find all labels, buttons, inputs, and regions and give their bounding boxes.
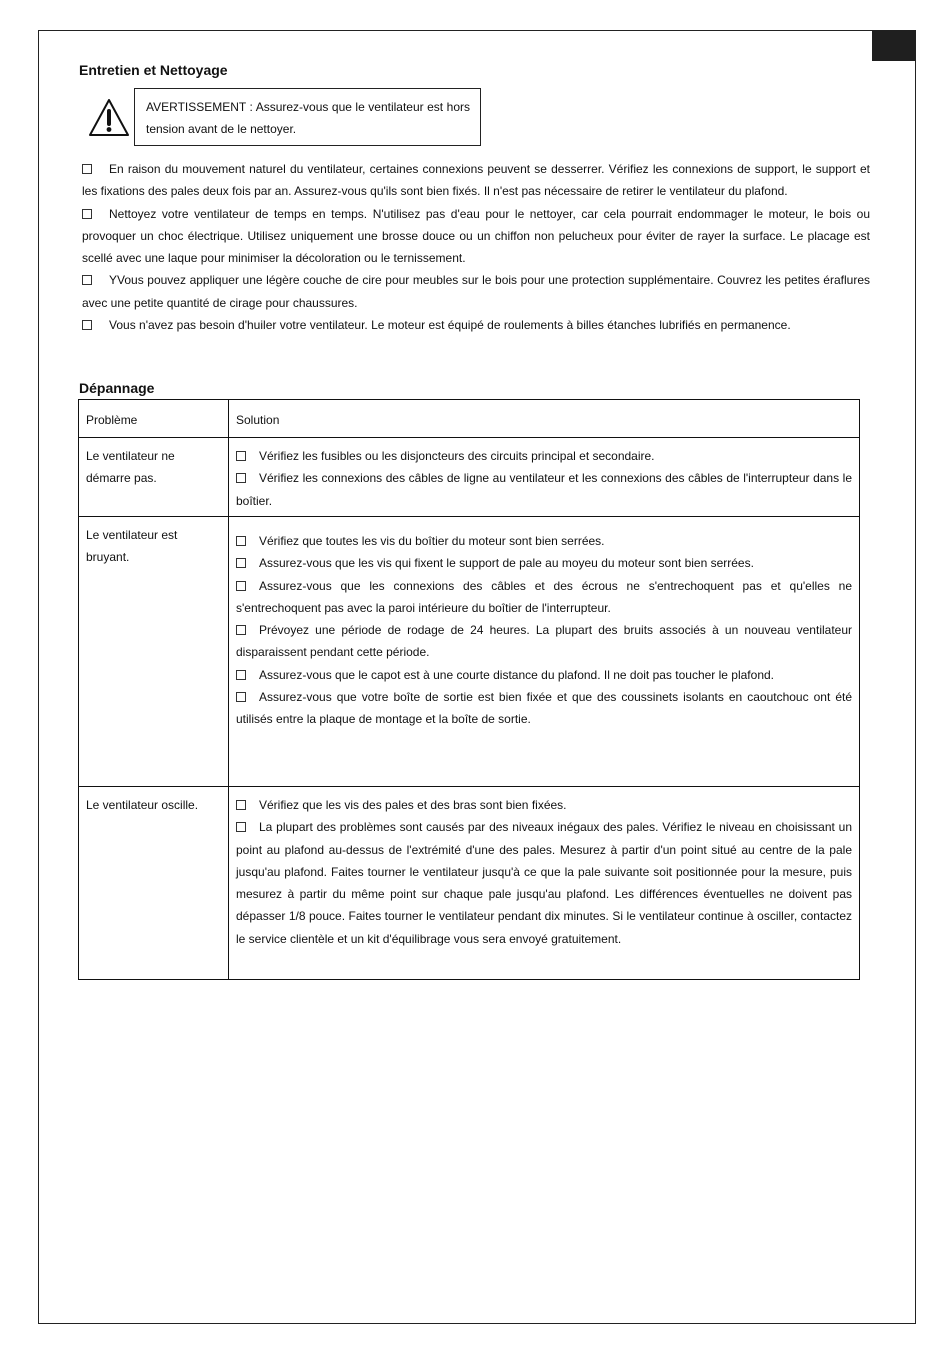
solution-item (236, 816, 852, 950)
solution-text: Assurez-vous que les vis qui fixent le support de pale au moyeu du moteur sont bien serrées. (259, 556, 754, 571)
solution-cell (229, 517, 860, 787)
list-item (82, 203, 870, 270)
list-item-text: YVous pouvez appliquer une légère couche de cire pour meubles sur le bois pour une protection supplémentaire. Couvrez les petites éraflures avec une petite quantité de cirage pour chaussures. (82, 273, 870, 310)
checkbox-icon (236, 473, 246, 483)
solution-item (236, 467, 852, 512)
list-item-text: Nettoyez votre ventilateur de temps en temps. N'utilisez pas d'eau pour le nettoyer, car cela pourrait endommager le moteur, le bois ou provoquer un choc électrique. Utilisez uniquement une brosse douce ou un chiffon non pelucheux pour éviter de rayer la surface. Le placage est scellé avec une laque pour minimiser la décoloration ou le ternissement. (82, 206, 870, 266)
checkbox-icon (82, 209, 92, 219)
troubleshooting-title: Dépannage (79, 380, 155, 396)
list-item-text: En raison du mouvement naturel du ventilateur, certaines connexions peuvent se desserrer. Vérifiez les connexions de support, le support et les fixations des pales deux fois par an. Assurez-vous qu'ils sont bien fixés. Il n'est pas nécessaire de retirer le ventilateur du plafond. (82, 162, 870, 199)
solution-item (236, 552, 852, 574)
solution-item (236, 619, 852, 664)
checkbox-icon (236, 581, 246, 591)
solution-text: Vérifiez que les vis des pales et des bras sont bien fixées. (259, 798, 567, 812)
problem-cell: Le ventilateur ne démarre pas. (79, 438, 229, 517)
checkbox-icon (236, 558, 246, 568)
maintenance-list (82, 158, 870, 336)
checkbox-icon (82, 320, 92, 330)
problem-cell: Le ventilateur oscille. (79, 787, 229, 980)
list-item (82, 158, 870, 203)
solution-text: Assurez-vous que le capot est à une courte distance du plafond. Il ne doit pas toucher le plafond. (259, 667, 774, 682)
maintenance-title: Entretien et Nettoyage (79, 62, 228, 78)
checkbox-icon (236, 692, 246, 702)
solution-item (236, 686, 852, 731)
checkbox-icon (236, 822, 246, 832)
header-solution: Solution (229, 400, 860, 438)
list-item (82, 314, 870, 336)
checkbox-icon (236, 670, 246, 680)
table-row (79, 787, 860, 980)
checkbox-icon (82, 275, 92, 285)
warning-box: AVERTISSEMENT : Assurez-vous que le ventilateur est hors tension avant de le nettoyer. (134, 88, 481, 146)
solution-item (236, 445, 852, 467)
list-item-text: Vous n'avez pas besoin d'huiler votre ventilateur. Le moteur est équipé de roulements à billes étanches lubrifiés en permanence. (109, 318, 791, 333)
solution-text: Assurez-vous que votre boîte de sortie est bien fixée et que des coussinets isolants en caoutchouc ont été utilisés entre la plaque de montage et la boîte de sortie. (236, 690, 852, 727)
solution-text: Vérifiez les fusibles ou les disjoncteurs des circuits principal et secondaire. (259, 449, 655, 463)
header-problem: Problème (79, 400, 229, 438)
checkbox-icon (82, 164, 92, 174)
table-row (79, 517, 860, 787)
solution-text: Prévoyez une période de rodage de 24 heures. La plupart des bruits associés à un nouveau ventilateur disparaissent pendant cette période. (236, 623, 852, 660)
solution-cell (229, 438, 860, 517)
solution-item (236, 530, 852, 552)
solution-text: Vérifiez que toutes les vis du boîtier du moteur sont bien serrées. (259, 534, 605, 548)
checkbox-icon (236, 451, 246, 461)
page-corner-tab (872, 30, 916, 61)
solution-text: La plupart des problèmes sont causés par des niveaux inégaux des pales. Vérifiez le niveau en choisissant un point au plafond au-dessus de l'extrémité d'une des pales. Mesurez à partir d'un point situé au centre de la pale jusqu'au plafond. Faites tourner le ventilateur jusqu'à ce que la pale suivante soit positionnée pour la mesure, puis mesurez à partir du même point sur chaque pale jusqu'au plafond. Les différences éventuelles ne doivent pas dépasser 1/8 pouce. Faites tourner le ventilateur pendant dix minutes. Si le ventilateur continue à osciller, contactez le service clientèle et un kit d'équilibrage vous sera envoyé gratuitement. (236, 820, 852, 946)
solution-item (236, 794, 852, 816)
problem-cell: Le ventilateur est bruyant. (79, 517, 229, 787)
list-item (82, 269, 870, 314)
solution-text: Vérifiez les connexions des câbles de ligne au ventilateur et les connexions des câbles de l'interrupteur dans le boîtier. (236, 471, 852, 508)
checkbox-icon (236, 536, 246, 546)
table-row (79, 438, 860, 517)
solution-item (236, 664, 852, 686)
warning-triangle-icon (88, 98, 130, 138)
solution-cell (229, 787, 860, 980)
troubleshooting-table (78, 399, 860, 980)
checkbox-icon (236, 625, 246, 635)
checkbox-icon (236, 800, 246, 810)
solution-text: Assurez-vous que les connexions des câbles et des écrous ne s'entrechoquent pas et qu'elles ne s'entrechoquent pas avec la paroi intérieure du boîtier de l'interrupteur. (236, 578, 852, 615)
table-header-row (79, 400, 860, 438)
solution-item (236, 575, 852, 620)
